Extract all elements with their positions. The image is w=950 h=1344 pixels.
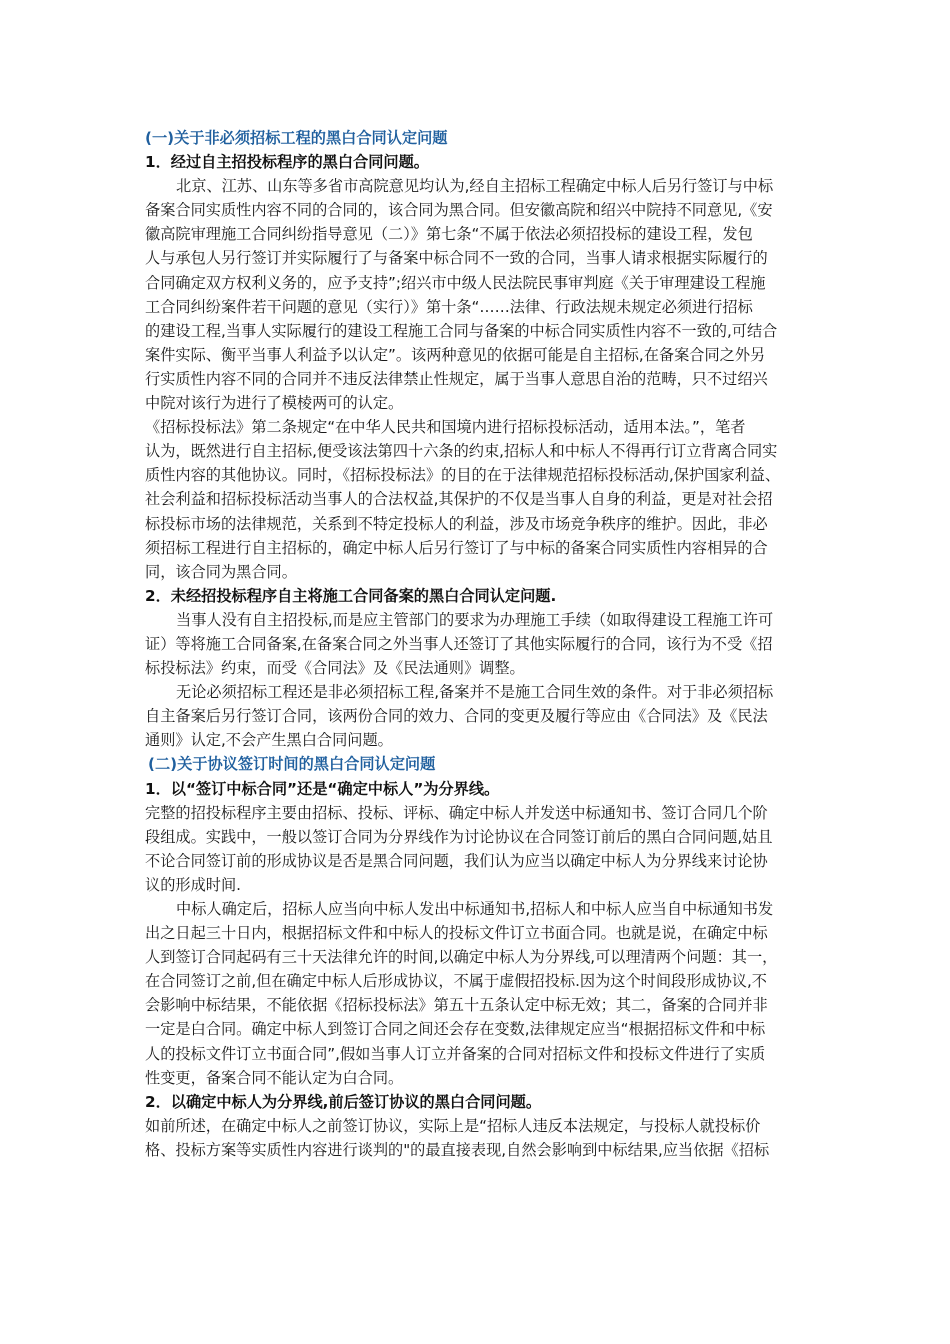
paragraph bbox=[145, 415, 805, 584]
text-line: 一定是白合同。确定中标人到签订合同之间还会存在变数,法律规定应当“根据招标文件和中标 bbox=[145, 1020, 766, 1039]
text-line: 无论必须招标工程还是非必须招标工程,备案并不是施工合同生效的条件。对于非必须招标 bbox=[176, 683, 774, 702]
text-line: 案件实际、衡平当事人利益予以认定”。该两种意见的依据可能是自主招标,在备案合同之外另 bbox=[145, 345, 766, 364]
text-line: 出之日起三十日内，根据招标文件和中标人的投标文件订立书面合同。也就是说，在确定中标 bbox=[145, 924, 768, 943]
text-line: 标投标市场的法律规范，关系到不特定投标人的利益，涉及市场竞争秩序的维护。因此，非必 bbox=[145, 514, 768, 533]
text-line: 1．经过自主招投标程序的黑白合同问题。 bbox=[145, 153, 429, 172]
text-line: 社会利益和招标投标活动当事人的合法权益,其保护的不仅是当事人自身的利益，更是对社会招 bbox=[145, 490, 773, 509]
text-line: 人与承包人另行签订并实际履行了与备案中标合同不一致的合同，当事人请求根据实际履行的 bbox=[145, 249, 768, 268]
text-line: 认为，既然进行自主招标,便受该法第四十六条的约束,招标人和中标人不得再行订立背离合同实 bbox=[145, 442, 778, 461]
text-line: 会影响中标结果，不能依据《招标投标法》第五十五条认定中标无效；其二，备案的合同并非 bbox=[145, 996, 768, 1015]
paragraph bbox=[145, 801, 805, 897]
text-line: 完整的招投标程序主要由招标、投标、评标、确定中标人并发送中标通知书、签订合同几个阶 bbox=[145, 803, 768, 822]
text-line: 2．未经招投标程序自主将施工合同备案的黑白合同认定问题. bbox=[145, 586, 557, 605]
text-line: 合同确定双方权利义务的，应予支持”;绍兴市中级人民法院民事审判庭《关于审理建设工程施 bbox=[145, 273, 766, 292]
text-line: (二)关于协议签订时间的黑白合同认定问题 bbox=[148, 755, 436, 774]
text-line: 备案合同实质性内容不同的合同的，该合同为黑合同。但安徽高院和绍兴中院持不同意见,《安 bbox=[145, 201, 773, 220]
text-line: 如前所述，在确定中标人之前签订协议，实际上是“招标人违反本法规定，与投标人就投标价 bbox=[145, 1116, 761, 1135]
text-line: 当事人没有自主招投标,而是应主管部门的要求为办理施工手续（如取得建设工程施工许可 bbox=[176, 610, 774, 629]
text-line: 1．以“签订中标合同”还是“确定中标人”为分界线。 bbox=[145, 779, 500, 798]
text-line: 段组成。实践中，一般以签订合同为分界线作为讨论协议在合同签订前后的黑白合同问题,姑且 bbox=[145, 827, 773, 846]
subsection-heading bbox=[145, 777, 805, 801]
paragraph bbox=[145, 680, 805, 752]
text-line: 在合同签订之前,但在确定中标人后形成协议，不属于虚假招投标.因为这个时间段形成协议,不 bbox=[145, 972, 767, 991]
text-line: 不论合同签订前的形成协议是否是黑合同问题，我们认为应当以确定中标人为分界线来讨论协 bbox=[145, 851, 768, 870]
text-line: 通则》认定,不会产生黑白合同问题。 bbox=[145, 731, 393, 750]
text-line: 人到签订合同起码有三十天法律允许的时间,以确定中标人为分界线,可以理清两个问题：其一， bbox=[145, 948, 778, 967]
text-line: 行实质性内容不同的合同并不违反法律禁止性规定，属于当事人意思自治的范畴，只不过绍兴 bbox=[145, 369, 768, 388]
text-line: 北京、江苏、山东等多省市高院意见均认为,经自主招标工程确定中标人后另行签订与中标 bbox=[176, 177, 774, 196]
text-line: 工合同纠纷案件若干问题的意见（实行）》第十条“……法律、行政法规未规定必须进行招标 bbox=[145, 297, 753, 316]
text-line: 人的投标文件订立书面合同”,假如当事人订立并备案的合同对招标文件和投标文件进行了实质 bbox=[145, 1044, 766, 1063]
subsection-heading bbox=[145, 1090, 805, 1114]
paragraph bbox=[145, 608, 805, 680]
paragraph bbox=[145, 174, 805, 415]
subsection-heading bbox=[145, 584, 805, 608]
text-line: 2．以确定中标人为分界线,前后签订协议的黑白合同问题。 bbox=[145, 1092, 542, 1111]
document-page bbox=[145, 126, 805, 1162]
text-line: 须招标工程进行自主招标的，确定中标人后另行签订了与中标的备案合同实质性内容相异的合 bbox=[145, 538, 768, 557]
section-title bbox=[145, 126, 805, 150]
text-line: 同，该合同为黑合同。 bbox=[145, 562, 297, 581]
text-line: 中院对该行为进行了模棱两可的认定。 bbox=[145, 394, 404, 413]
text-line: 徽高院审理施工合同纠纷指导意见（二）》第七条“不属于依法必须招投标的建设工程，发包 bbox=[145, 225, 753, 244]
paragraph bbox=[145, 1114, 805, 1162]
text-line: 中标人确定后，招标人应当向中标人发出中标通知书,招标人和中标人应当自中标通知书发 bbox=[176, 900, 774, 918]
text-line: 标投标法》约束，而受《合同法》及《民法通则》调整。 bbox=[145, 659, 525, 678]
text-line: 议的形成时间. bbox=[145, 875, 241, 894]
text-line: 性变更，备案合同不能认定为白合同。 bbox=[145, 1068, 404, 1087]
text-line: 的建设工程,当事人实际履行的建设工程施工合同与备案的中标合同实质性内容不一致的,可结合 bbox=[145, 321, 778, 340]
text-line: 《招标投标法》第二条规定“在中华人民共和国境内进行招标投标活动，适用本法。”，笔者 bbox=[145, 418, 746, 437]
text-line: (一)关于非必须招标工程的黑白合同认定问题 bbox=[145, 129, 448, 147]
text-line: 格、投标方案等实质性内容进行谈判的"的最直接表现,自然会影响到中标结果,应当依据《招标 bbox=[145, 1140, 770, 1159]
section-title bbox=[145, 752, 805, 776]
subsection-heading bbox=[145, 150, 805, 174]
text-line: 证）等将施工合同备案,在备案合同之外当事人还签订了其他实际履行的合同，该行为不受《招 bbox=[145, 634, 773, 653]
paragraph bbox=[145, 897, 805, 1090]
text-line: 自主备案后另行签订合同，该两份合同的效力、合同的变更及履行等应由《合同法》及《民法 bbox=[145, 707, 768, 726]
text-line: 质性内容的其他协议。同时，《招标投标法》的目的在于法律规范招标投标活动,保护国家利益、 bbox=[145, 466, 781, 485]
